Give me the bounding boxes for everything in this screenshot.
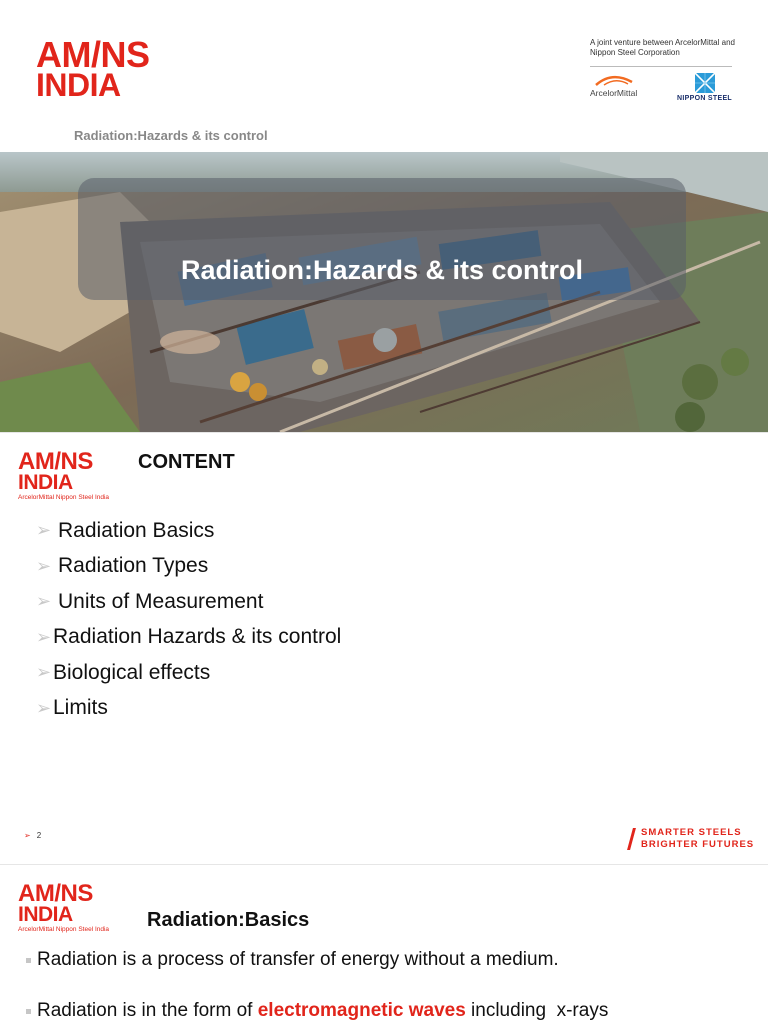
arrow-bullet-icon: ➢ (36, 591, 52, 612)
amns-logo-small (18, 448, 110, 502)
basics-heading: Radiation:Basics (147, 909, 310, 931)
slash-icon (627, 828, 636, 850)
arcelormittal-swoosh-icon (594, 73, 634, 87)
basics-slide (0, 864, 768, 1024)
slide-subtitle: Radiation:Hazards & its control (74, 128, 268, 143)
list-item (36, 584, 341, 620)
logo-line-2: INDIA (36, 67, 121, 104)
arcelormittal-name: ArcelorMittal (590, 88, 638, 98)
arrow-bullet-icon: ➢ (36, 662, 52, 683)
content-list (36, 513, 341, 726)
arrow-bullet-icon: ➢ (36, 697, 52, 718)
paragraph-text: Radiation is a process of transfer of energy without a medium. (37, 949, 559, 970)
joint-venture-block (590, 38, 740, 102)
text-part: Radiation is in the form of (37, 1000, 258, 1021)
logo-line-1: AM/NS (18, 448, 93, 475)
logo-subtitle: ArcelorMittal Nippon Steel India (18, 494, 110, 502)
hero-title: Radiation:Hazards & its control (180, 255, 584, 285)
list-item-label: Biological effects (53, 660, 211, 684)
square-bullet-icon (26, 1009, 31, 1014)
arrow-bullet-icon: ➢ (36, 555, 52, 576)
tagline (630, 827, 754, 852)
list-item-label: Radiation Hazards & its control (53, 625, 342, 649)
page-number (24, 831, 41, 840)
tagline-line-1: SMARTER STEELS (641, 827, 742, 838)
logo-line-2: INDIA (18, 471, 73, 495)
paragraph (26, 1000, 608, 1022)
highlighted-text: electromagnetic waves (257, 1000, 466, 1021)
square-bullet-icon (26, 958, 31, 963)
nippon-steel-name: NIPPON STEEL (677, 95, 732, 102)
list-item (36, 549, 341, 585)
arcelormittal-logo (590, 73, 637, 102)
nippon-steel-mark-icon (695, 73, 715, 93)
list-item-label: Units of Measurement (58, 589, 264, 613)
content-slide (0, 432, 768, 864)
list-item (36, 620, 341, 656)
list-item-label: Radiation Types (58, 554, 209, 578)
list-item-label: Radiation Basics (58, 518, 215, 542)
joint-venture-text: A joint venture between ArcelorMittal and Nippon Steel Corporation (590, 38, 735, 57)
amns-logo (36, 34, 150, 104)
logo-line-2: INDIA (18, 903, 73, 927)
content-heading: CONTENT (138, 451, 235, 473)
paragraph-text (37, 1000, 608, 1022)
list-item (36, 655, 341, 691)
list-item (36, 513, 341, 549)
logo-subtitle: ArcelorMittal Nippon Steel India (18, 926, 110, 934)
arrow-bullet-icon: ➢ (36, 520, 52, 541)
page-number-value: 2 (36, 831, 42, 840)
logo-line-1: AM/NS (36, 34, 150, 75)
list-item-label: Limits (53, 696, 108, 720)
text-part: including x-rays (465, 1000, 609, 1021)
arrow-bullet-icon: ➢ (36, 626, 52, 647)
list-item (36, 691, 341, 727)
nippon-steel-logo (677, 73, 732, 102)
title-slide (0, 0, 768, 432)
amns-logo-small (18, 880, 110, 934)
paragraph (26, 949, 559, 971)
divider (590, 66, 732, 67)
page-arrow-icon: ➢ (24, 831, 31, 840)
tagline-line-2: BRIGHTER FUTURES (641, 839, 755, 851)
logo-line-1: AM/NS (18, 880, 93, 907)
